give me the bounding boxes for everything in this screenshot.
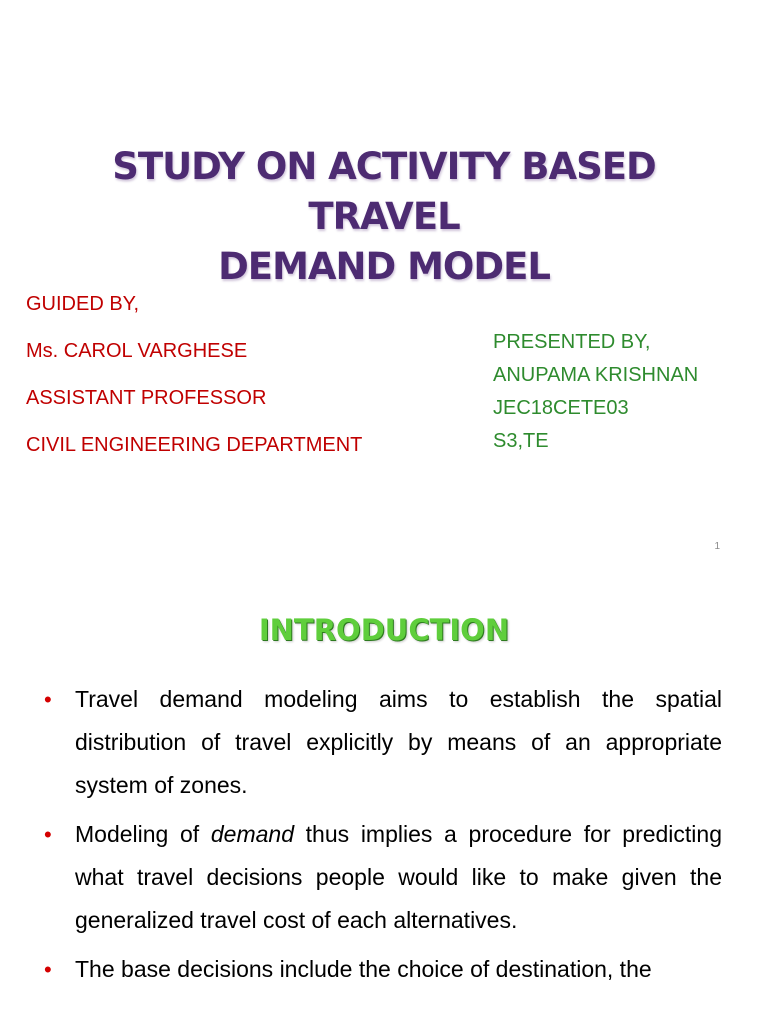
introduction-heading: INTRODUCTION — [258, 613, 510, 647]
presentation-title — [40, 142, 728, 292]
presenter-id: JEC18CETE03 — [493, 397, 629, 419]
title-line-2: DEMAND MODEL — [218, 245, 550, 288]
bullet-text-after: thus implies a procedure for predicting what travel decisions people would like to make given the generalized travel cost of each alternatives. — [75, 821, 722, 933]
guide-department: CIVIL ENGINEERING DEPARTMENT — [26, 434, 363, 456]
guide-designation: ASSISTANT PROFESSOR — [26, 387, 267, 409]
list-item — [44, 948, 722, 991]
list-item — [44, 813, 722, 942]
presented-by-label: PRESENTED BY, — [493, 331, 651, 353]
slide-number: 1 — [714, 541, 720, 552]
bullet-text: Travel demand modeling aims to establish the spatial distribution of travel explicitly by means of an appropriate system of zones. — [75, 686, 722, 798]
presented-by-block — [493, 330, 753, 462]
bullet-icon: • — [44, 687, 52, 712]
bullet-list — [44, 678, 722, 997]
bullet-icon: • — [44, 822, 52, 847]
guided-by-label: GUIDED BY, — [26, 293, 139, 315]
bullet-text: The base decisions include the choice of destination, the — [75, 956, 652, 982]
bullet-text-before: Modeling of — [75, 821, 211, 847]
bullet-emphasis: demand — [210, 821, 294, 847]
list-item — [44, 678, 722, 807]
slide-introduction — [0, 576, 768, 1024]
guided-by-block — [26, 292, 426, 480]
presenter-name: ANUPAMA KRISHNAN — [493, 364, 699, 386]
bullet-icon: • — [44, 957, 52, 982]
presenter-class: S3,TE — [493, 430, 549, 452]
guide-name: Ms. CAROL VARGHESE — [26, 340, 248, 362]
title-line-1: STUDY ON ACTIVITY BASED TRAVEL — [112, 145, 656, 238]
